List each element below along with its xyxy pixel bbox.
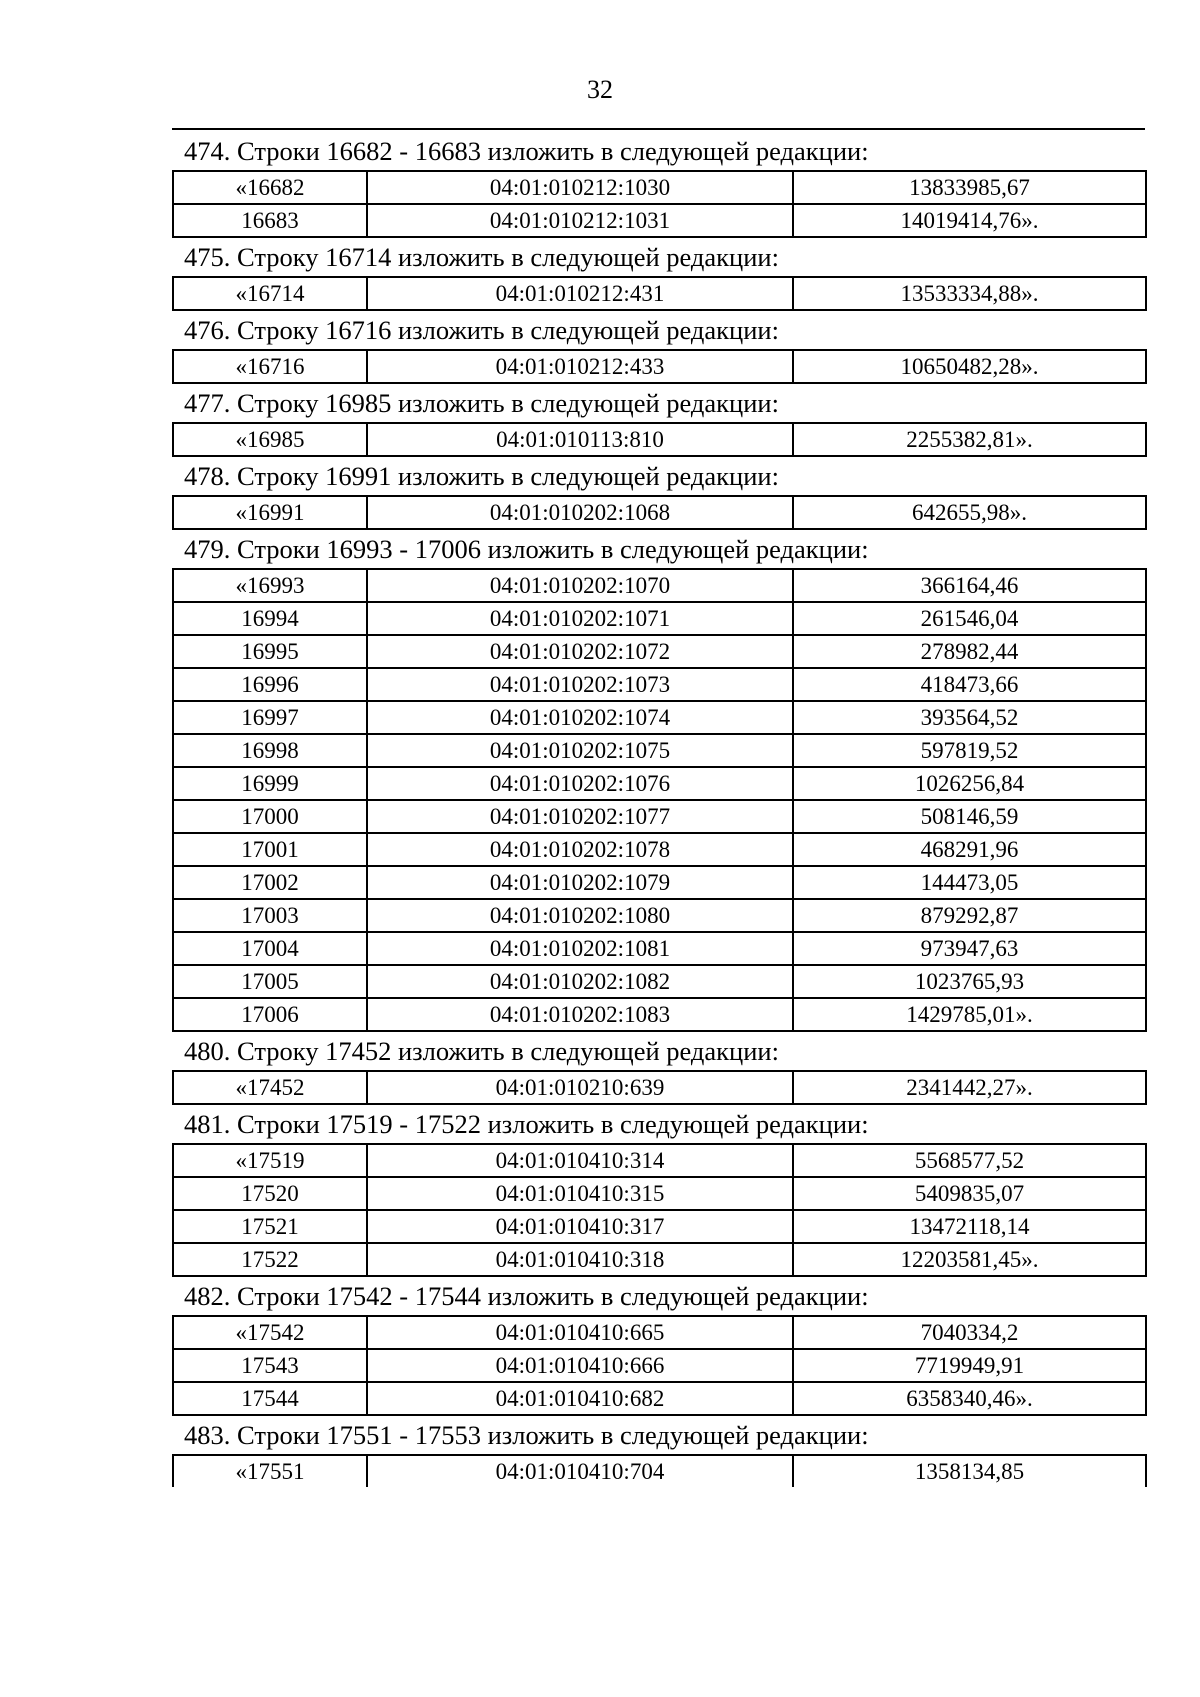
cadastral-number-cell: 04:01:010113:810 <box>367 423 793 456</box>
row-number-cell: «17452 <box>173 1071 367 1104</box>
amendment-heading: 474. Строки 16682 - 16683 изложить в следующей редакции: <box>184 136 869 166</box>
row-number-cell: 16995 <box>173 635 367 668</box>
value-cell: 5409835,07 <box>793 1177 1146 1210</box>
cadastral-number-cell: 04:01:010410:682 <box>367 1382 793 1415</box>
table-row <box>173 602 1146 635</box>
table-row <box>173 1144 1146 1177</box>
amendment-heading: 478. Строку 16991 изложить в следующей редакции: <box>184 461 779 491</box>
cadastral-number-cell: 04:01:010202:1082 <box>367 965 793 998</box>
amendment-item <box>172 311 1145 384</box>
cadastral-number-cell: 04:01:010410:314 <box>367 1144 793 1177</box>
cadastral-number-cell: 04:01:010202:1079 <box>367 866 793 899</box>
value-cell: 13833985,67 <box>793 171 1146 204</box>
cadastral-number-cell: 04:01:010410:704 <box>367 1455 793 1487</box>
table-row <box>173 1243 1146 1276</box>
amendment-heading: 481. Строки 17519 - 17522 изложить в следующей редакции: <box>184 1109 869 1139</box>
row-number-cell: «16993 <box>173 569 367 602</box>
table-row <box>173 866 1146 899</box>
value-cell: 879292,87 <box>793 899 1146 932</box>
value-cell: 508146,59 <box>793 800 1146 833</box>
table-row <box>173 1349 1146 1382</box>
row-number-cell: 16998 <box>173 734 367 767</box>
amendment-table <box>172 170 1147 238</box>
cadastral-number-cell: 04:01:010202:1081 <box>367 932 793 965</box>
row-number-cell: 17543 <box>173 1349 367 1382</box>
table-row <box>173 496 1146 529</box>
table-row <box>173 932 1146 965</box>
amendment-heading: 479. Строки 16993 - 17006 изложить в следующей редакции: <box>184 534 869 564</box>
amendment-heading: 480. Строку 17452 изложить в следующей редакции: <box>184 1036 779 1066</box>
cadastral-number-cell: 04:01:010202:1075 <box>367 734 793 767</box>
row-number-cell: 17002 <box>173 866 367 899</box>
table-row <box>173 965 1146 998</box>
row-number-cell: «16714 <box>173 277 367 310</box>
cadastral-number-cell: 04:01:010202:1073 <box>367 668 793 701</box>
value-cell: 5568577,52 <box>793 1144 1146 1177</box>
cadastral-number-cell: 04:01:010202:1071 <box>367 602 793 635</box>
value-cell: 418473,66 <box>793 668 1146 701</box>
table-row <box>173 204 1146 237</box>
amendment-table <box>172 1454 1147 1487</box>
cadastral-number-cell: 04:01:010202:1080 <box>367 899 793 932</box>
value-cell: 468291,96 <box>793 833 1146 866</box>
value-cell: 7719949,91 <box>793 1349 1146 1382</box>
cadastral-number-cell: 04:01:010202:1076 <box>367 767 793 800</box>
value-cell: 278982,44 <box>793 635 1146 668</box>
table-row <box>173 998 1146 1031</box>
amendment-table <box>172 568 1147 1032</box>
value-cell: 261546,04 <box>793 602 1146 635</box>
value-cell: 2255382,81». <box>793 423 1146 456</box>
row-number-cell: 16683 <box>173 204 367 237</box>
table-row <box>173 1455 1146 1487</box>
cadastral-number-cell: 04:01:010202:1078 <box>367 833 793 866</box>
amendment-table <box>172 276 1147 311</box>
amendment-item <box>172 238 1145 311</box>
table-row <box>173 423 1146 456</box>
row-number-cell: «17519 <box>173 1144 367 1177</box>
amendment-table <box>172 349 1147 384</box>
table-row <box>173 734 1146 767</box>
table-row <box>173 350 1146 383</box>
table-row <box>173 701 1146 734</box>
cadastral-number-cell: 04:01:010212:1031 <box>367 204 793 237</box>
value-cell: 7040334,2 <box>793 1316 1146 1349</box>
amendment-heading: 477. Строку 16985 изложить в следующей редакции: <box>184 388 779 418</box>
amendment-item <box>172 530 1145 1032</box>
table-row <box>173 668 1146 701</box>
amendment-table <box>172 1070 1147 1105</box>
value-cell: 13472118,14 <box>793 1210 1146 1243</box>
cadastral-number-cell: 04:01:010410:317 <box>367 1210 793 1243</box>
value-cell: 393564,52 <box>793 701 1146 734</box>
amendment-item <box>172 1416 1145 1487</box>
page-number: 32 <box>587 75 613 104</box>
value-cell: 12203581,45». <box>793 1243 1146 1276</box>
amendment-table <box>172 1143 1147 1277</box>
table-row <box>173 1071 1146 1104</box>
table-row <box>173 800 1146 833</box>
cadastral-number-cell: 04:01:010410:666 <box>367 1349 793 1382</box>
document-body <box>172 132 1145 1487</box>
row-number-cell: 17000 <box>173 800 367 833</box>
value-cell: 6358340,46». <box>793 1382 1146 1415</box>
value-cell: 597819,52 <box>793 734 1146 767</box>
cadastral-number-cell: 04:01:010202:1070 <box>367 569 793 602</box>
amendment-item <box>172 457 1145 530</box>
table-row <box>173 1382 1146 1415</box>
amendment-item <box>172 1277 1145 1416</box>
table-row <box>173 1210 1146 1243</box>
row-number-cell: 16996 <box>173 668 367 701</box>
row-number-cell: 17522 <box>173 1243 367 1276</box>
value-cell: 642655,98». <box>793 496 1146 529</box>
row-number-cell: 17544 <box>173 1382 367 1415</box>
row-number-cell: «16682 <box>173 171 367 204</box>
cadastral-number-cell: 04:01:010210:639 <box>367 1071 793 1104</box>
row-number-cell: 16997 <box>173 701 367 734</box>
row-number-cell: 17006 <box>173 998 367 1031</box>
value-cell: 1429785,01». <box>793 998 1146 1031</box>
amendment-table <box>172 422 1147 457</box>
value-cell: 366164,46 <box>793 569 1146 602</box>
cadastral-number-cell: 04:01:010202:1083 <box>367 998 793 1031</box>
table-row <box>173 277 1146 310</box>
table-row <box>173 767 1146 800</box>
amendment-item <box>172 384 1145 457</box>
amendment-heading: 476. Строку 16716 изложить в следующей редакции: <box>184 315 779 345</box>
row-number-cell: 16994 <box>173 602 367 635</box>
value-cell: 13533334,88». <box>793 277 1146 310</box>
amendment-item <box>172 1032 1145 1105</box>
row-number-cell: 17005 <box>173 965 367 998</box>
amendment-table <box>172 1315 1147 1416</box>
value-cell: 2341442,27». <box>793 1071 1146 1104</box>
cadastral-number-cell: 04:01:010410:318 <box>367 1243 793 1276</box>
value-cell: 1026256,84 <box>793 767 1146 800</box>
amendment-heading: 483. Строки 17551 - 17553 изложить в следующей редакции: <box>184 1420 869 1450</box>
cadastral-number-cell: 04:01:010212:1030 <box>367 171 793 204</box>
table-row <box>173 1316 1146 1349</box>
value-cell: 14019414,76». <box>793 204 1146 237</box>
table-row <box>173 899 1146 932</box>
row-number-cell: 17004 <box>173 932 367 965</box>
row-number-cell: 17001 <box>173 833 367 866</box>
cadastral-number-cell: 04:01:010212:433 <box>367 350 793 383</box>
value-cell: 973947,63 <box>793 932 1146 965</box>
cadastral-number-cell: 04:01:010202:1072 <box>367 635 793 668</box>
cadastral-number-cell: 04:01:010212:431 <box>367 277 793 310</box>
table-row <box>173 1177 1146 1210</box>
row-number-cell: 17521 <box>173 1210 367 1243</box>
amendment-heading: 482. Строки 17542 - 17544 изложить в следующей редакции: <box>184 1281 869 1311</box>
amendment-item <box>172 132 1145 238</box>
cadastral-number-cell: 04:01:010202:1077 <box>367 800 793 833</box>
table-row <box>173 833 1146 866</box>
row-number-cell: 16999 <box>173 767 367 800</box>
amendment-table <box>172 495 1147 530</box>
row-number-cell: 17003 <box>173 899 367 932</box>
cadastral-number-cell: 04:01:010410:665 <box>367 1316 793 1349</box>
row-number-cell: «16985 <box>173 423 367 456</box>
value-cell: 144473,05 <box>793 866 1146 899</box>
row-number-cell: 17520 <box>173 1177 367 1210</box>
table-row <box>173 635 1146 668</box>
value-cell: 1358134,85 <box>793 1455 1146 1487</box>
amendment-heading: 475. Строку 16714 изложить в следующей редакции: <box>184 242 779 272</box>
cadastral-number-cell: 04:01:010410:315 <box>367 1177 793 1210</box>
cadastral-number-cell: 04:01:010202:1068 <box>367 496 793 529</box>
amendment-item <box>172 1105 1145 1277</box>
row-number-cell: «16991 <box>173 496 367 529</box>
row-number-cell: «16716 <box>173 350 367 383</box>
table-row <box>173 171 1146 204</box>
row-number-cell: «17551 <box>173 1455 367 1487</box>
header-rule <box>172 128 1145 130</box>
row-number-cell: «17542 <box>173 1316 367 1349</box>
cadastral-number-cell: 04:01:010202:1074 <box>367 701 793 734</box>
value-cell: 1023765,93 <box>793 965 1146 998</box>
table-row <box>173 569 1146 602</box>
value-cell: 10650482,28». <box>793 350 1146 383</box>
